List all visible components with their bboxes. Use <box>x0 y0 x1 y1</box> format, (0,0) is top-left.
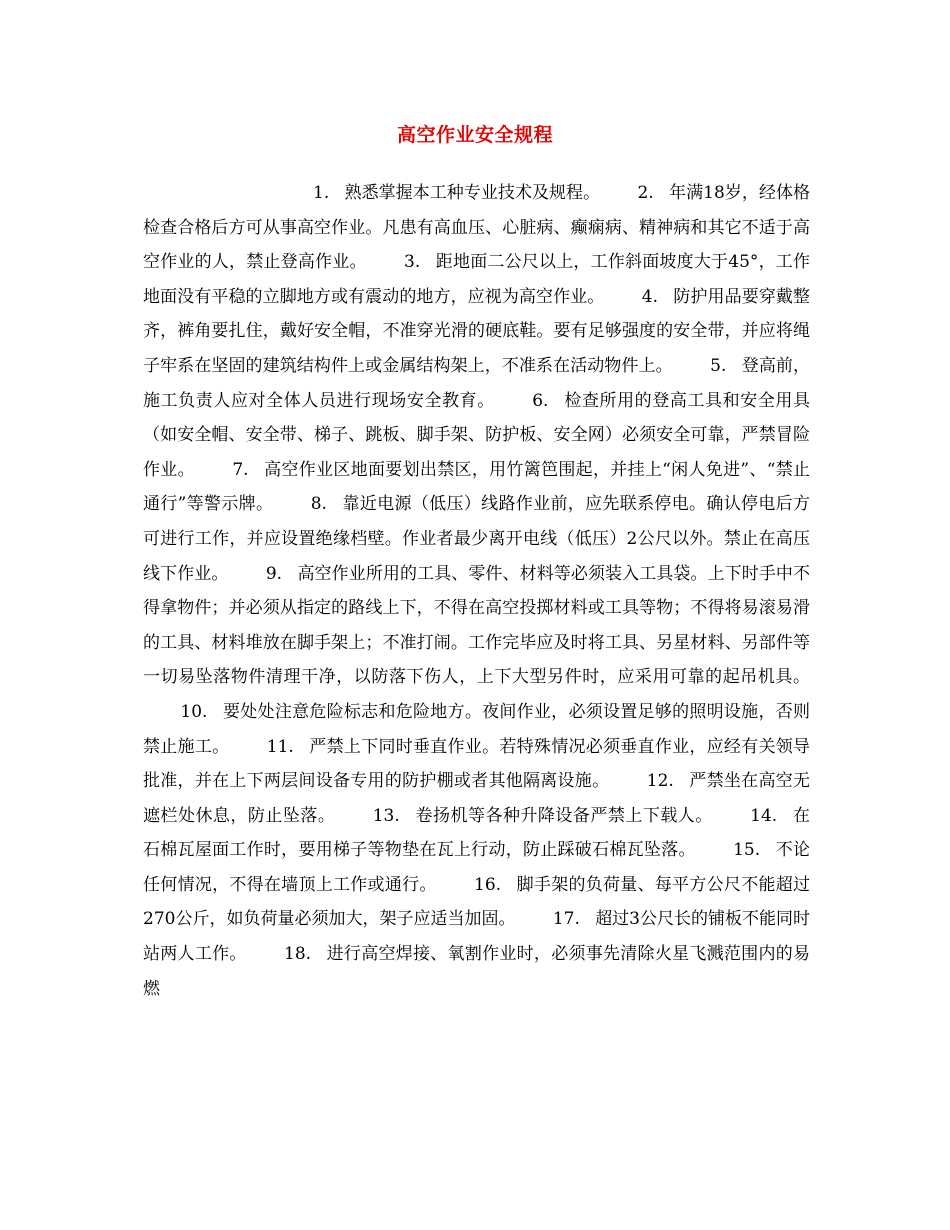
regulation-body <box>143 176 810 1006</box>
rule-text: 要处处注意危险标志和危险地方。夜间作业，必须设置足够的照明设施，否则禁止施工。 <box>143 701 810 757</box>
document-title: 高空作业安全规程 <box>396 124 553 146</box>
rule-text: 高空作业区地面要划出禁区，用竹篱笆围起，并挂上“闲人免进”、“禁止通行”等警示牌。 <box>143 459 810 515</box>
rule-text: 严禁坐在高空无遮栏处休息，防止坠落。 <box>143 771 811 826</box>
rule-text: 进行高空焊接、氧割作业时，必须事先清除火星飞溅范围内的易燃 <box>143 944 811 999</box>
rule-number: 6. <box>532 390 549 411</box>
rule-number: 12. <box>646 771 674 792</box>
rule-number: 7. <box>232 459 249 480</box>
rule-number: 3. <box>404 252 421 273</box>
rule-text: 防护用品要穿戴整齐，裤角要扎住，戴好安全帽，不准穿光滑的硬底鞋。要有足够强度的安全带，并应将绳子牢系在坚固的建筑结构件上或金属结构架上，不准系在活动物件上。 <box>143 286 811 376</box>
rule-number: 18. <box>284 944 312 965</box>
rule-text: 超过3公尺长的铺板不能同时站两人工作。 <box>143 909 811 965</box>
rule-number: 10. <box>180 701 208 722</box>
rule-number: 1. <box>313 183 330 203</box>
rule-number: 14. <box>750 805 778 826</box>
rule-text: 检查所用的登高工具和安全用具（如安全帽、安全带、梯子、跳板、脚手架、防护板、安全网）必须安全可靠，严禁冒险作业。 <box>143 390 811 480</box>
rule-number: 16. <box>474 874 502 895</box>
rule-number: 17. <box>552 909 580 930</box>
rule-number: 15. <box>733 840 761 861</box>
rule-text: 严禁上下同时垂直作业。若特殊情况必须垂直作业，应经有关领导批准，并在上下两层间设备专用的防护棚或者其他隔离设施。 <box>143 736 811 792</box>
rule-number: 5. <box>710 355 727 376</box>
rule-text: 登高前，施工负责人应对全体人员进行现场安全教育。 <box>143 355 811 411</box>
rule-text: 脚手架的负荷量、每平方公尺不能超过270公斤，如负荷量必须加大，架子应适当加固。 <box>143 874 811 930</box>
rule-number: 4. <box>641 286 658 307</box>
rule-number: 9. <box>265 563 283 584</box>
rule-number: 8. <box>310 494 327 515</box>
rule-text: 靠近电源（低压）线路作业前，应先联系停电。确认停电后方可进行工作，并应设置绝缘档壁。作业者最少离开电线（低压）2公尺以外。禁止在高压线下作业。 <box>143 494 810 584</box>
rule-number: 2. <box>637 183 654 203</box>
rule-text: 距地面二公尺以上，工作斜面坡度大于45°，工作地面没有平稳的立脚地方或有震动的地方，应视为高空作业。 <box>143 252 810 307</box>
rule-text: 年满18岁，经体格检查合格后方可从事高空作业。凡患有高血压、心脏病、癫痫病、精神病和其它不适于高空作业的人，禁止登高作业。 <box>143 183 810 273</box>
rule-number: 13. <box>372 805 400 826</box>
rule-text: 熟悉掌握本工种专业技术及规程。 <box>344 183 601 203</box>
rule-text: 高空作业所用的工具、零件、材料等必须装入工具袋。上下时手中不得拿物件；并必须从指定的路线上下，不得在高空投掷材料或工具等物；不得将易滚易滑的工具、材料堆放在脚手架上；不准打闹。工作完毕应及时将工具、另星材料、另部件等一切易坠落物件清理干净，以防落下伤人，上下大型另件时，应采用可靠的起吊机具。 <box>143 563 811 688</box>
rule-text: 卷扬机等各种升降设备严禁上下载人。 <box>415 805 713 826</box>
rule-text: 不论任何情况，不得在墙顶上工作或通行。 <box>143 840 810 895</box>
rule-text: 在石棉瓦屋面工作时，要用梯子等物垫在瓦上行动，防止踩破石棉瓦坠落。 <box>143 805 810 861</box>
rule-number: 11. <box>266 736 294 757</box>
